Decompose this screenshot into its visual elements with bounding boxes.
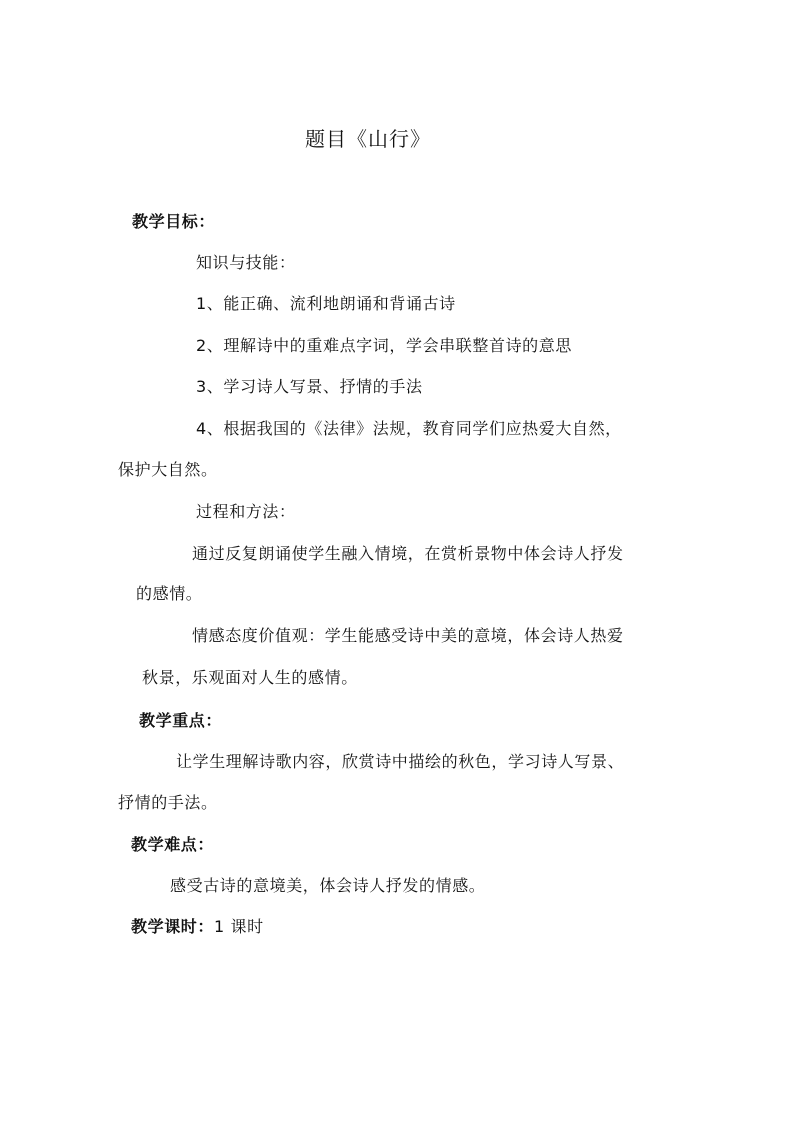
knowledge-item: 4、根据我国的《法律》法规，教育同学们应热爱大自然， [196, 419, 622, 438]
difficulty-text: 感受古诗的意境美，体会诗人抒发的情感。 [170, 876, 486, 895]
process-text-continuation: 的感情。 [136, 584, 203, 603]
knowledge-item: 1、能正确、流利地朗诵和背诵古诗 [196, 294, 456, 313]
key-points-text-continuation: 抒情的手法。 [118, 793, 218, 812]
emotion-text: 情感态度价值观：学生能感受诗中美的意境，体会诗人热爱 [192, 626, 624, 645]
knowledge-item-continuation: 保护大自然。 [118, 460, 218, 479]
key-points-text: 让学生理解诗歌内容，欣赏诗中描绘的秋色，学习诗人写景、 [176, 752, 625, 771]
lesson-time [131, 917, 264, 937]
emotion-text-continuation: 秋景，乐观面对人生的感情。 [142, 668, 358, 687]
difficulty-heading: 教学难点： [131, 835, 215, 854]
lesson-time-value: 1 课时 [214, 917, 264, 936]
knowledge-item: 2、理解诗中的重难点字词，学会串联整首诗的意思 [196, 336, 572, 355]
document-title: 题目《山行》 [305, 127, 431, 151]
objectives-heading: 教学目标： [132, 212, 216, 231]
lesson-time-label: 教学课时： [131, 917, 215, 936]
process-heading: 过程和方法： [196, 502, 296, 521]
process-text: 通过反复朗诵使学生融入情境，在赏析景物中体会诗人抒发 [192, 544, 624, 563]
key-points-heading: 教学重点： [139, 711, 223, 730]
knowledge-heading: 知识与技能： [196, 253, 296, 272]
knowledge-item: 3、学习诗人写景、抒情的手法 [196, 377, 423, 396]
